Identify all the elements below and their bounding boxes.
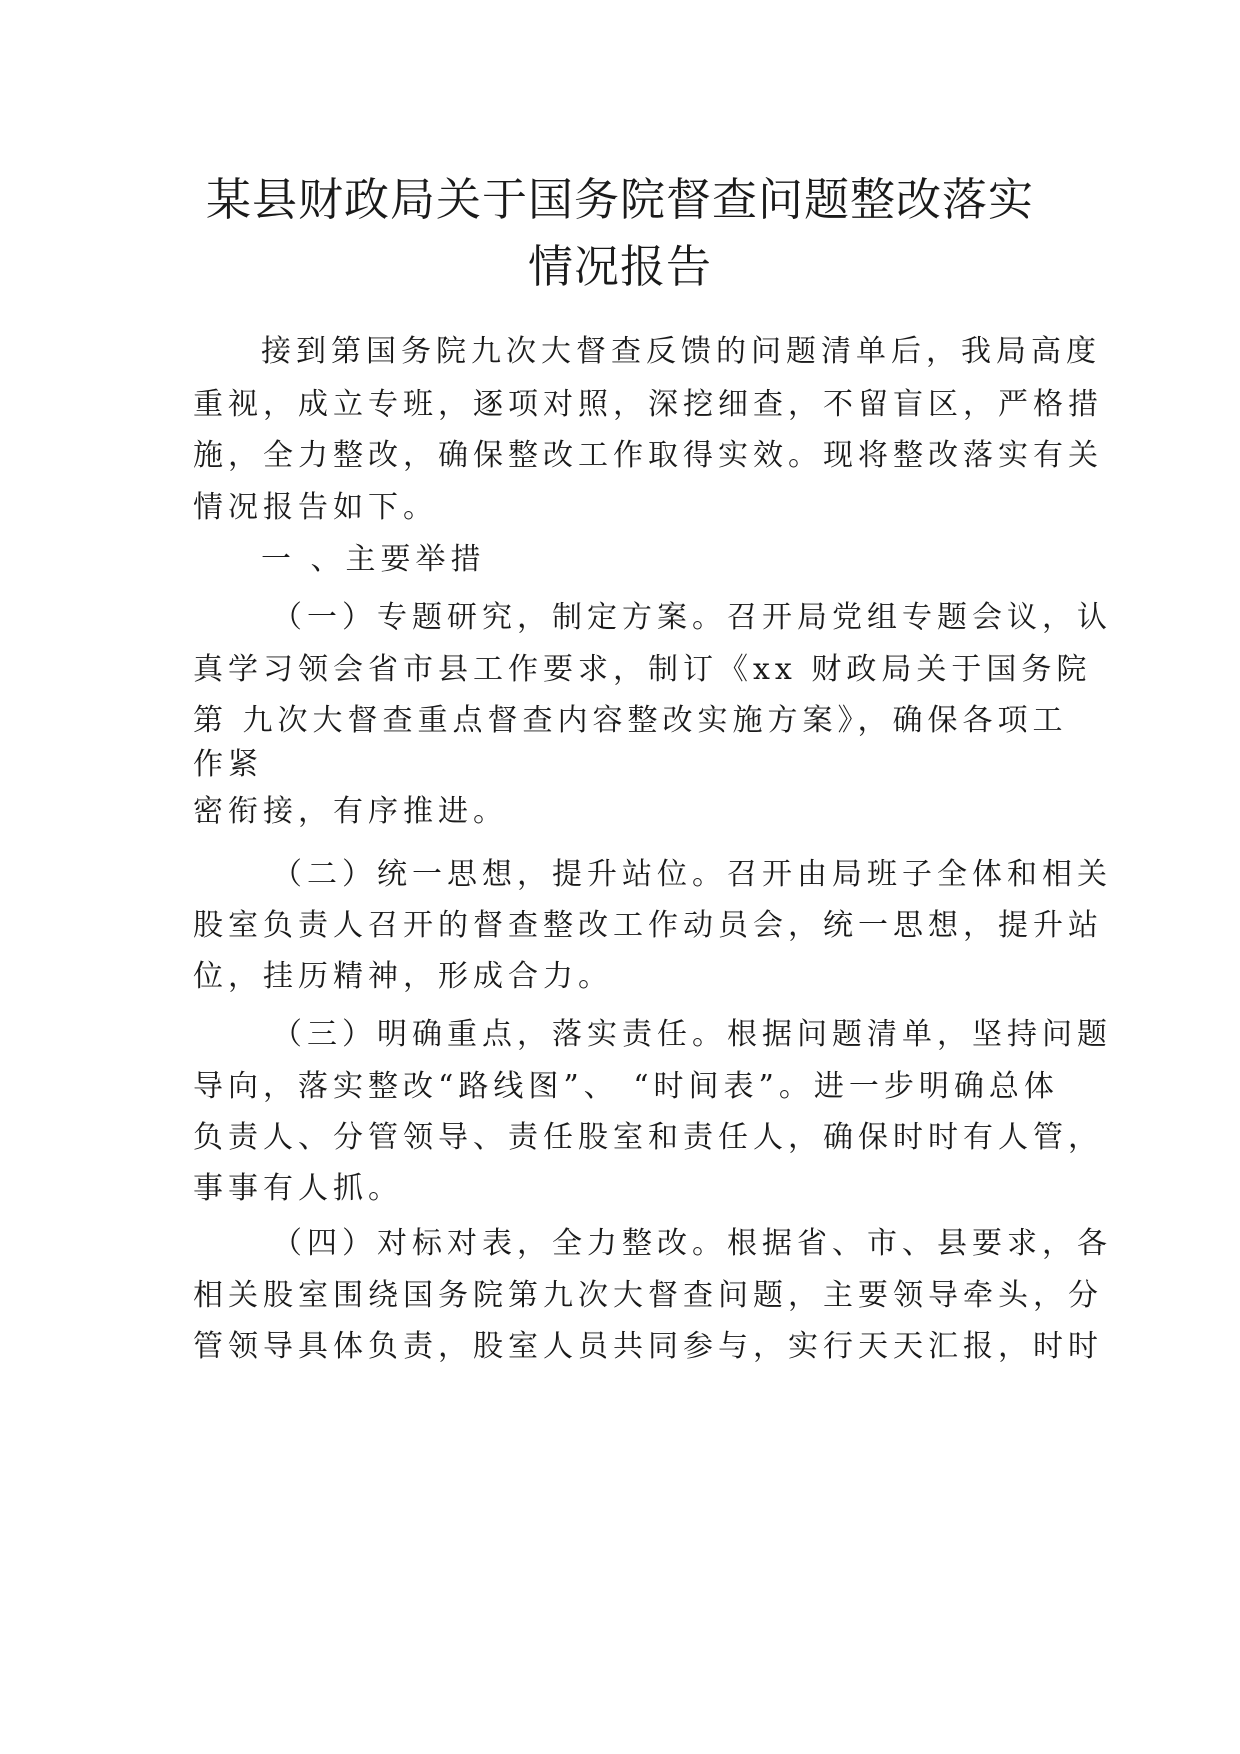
item2-line-2: 股室负责人召开的督查整改工作动员会，统一思想，提升站 (193, 908, 1103, 943)
item1-line-1: （一）专题研究，制定方案。召开局党组专题会议，认 (272, 600, 1112, 635)
item1-line-5: 密衔接，有序推进。 (193, 794, 508, 829)
item2-line-1: （二）统一思想，提升站位。召开由局班子全体和相关 (272, 857, 1112, 892)
item3-line-1: （三）明确重点，落实责任。根据问题清单，坚持问题 (272, 1017, 1112, 1052)
item2-line-3: 位，挂历精神，形成合力。 (193, 959, 613, 994)
item1-line-2: 真学习领会省市县工作要求，制订《xx 财政局关于国务院 (193, 652, 1092, 687)
item4-line-3: 管领导具体负责，股室人员共同参与，实行天天汇报，时时 (193, 1329, 1103, 1364)
section-heading: 一 、主要举措 (261, 542, 486, 577)
item3-line-4: 事事有人抓。 (193, 1171, 403, 1206)
item4-line-2: 相关股室围绕国务院第九次大督查问题，主要领导牵头，分 (193, 1278, 1103, 1313)
intro-line-3: 施，全力整改，确保整改工作取得实效。现将整改落实有关 (193, 438, 1103, 473)
intro-line-2: 重视，成立专班，逐项对照，深挖细查，不留盲区，严格措 (193, 387, 1103, 422)
item1-line-4: 作紧 (193, 747, 263, 782)
document-title-line-1: 某县财政局关于国务院督查问题整改落实 (205, 173, 1034, 226)
item4-line-1: （四）对标对表，全力整改。根据省、市、县要求，各 (272, 1226, 1112, 1261)
document-title-line-2: 情况报告 (527, 240, 712, 293)
item1-line-3: 第 九次大督查重点督查内容整改实施方案》，确保各项工 (193, 703, 1068, 738)
item3-line-2: 导向，落实整改“路线图”、 “时间表”。进一步明确总体 (193, 1069, 1059, 1104)
item3-line-3: 负责人、分管领导、责任股室和责任人，确保时时有人管， (193, 1120, 1103, 1155)
intro-line-4: 情况报告如下。 (193, 490, 438, 525)
intro-line-1: 接到第国务院九次大督查反馈的问题清单后，我局高度 (261, 334, 1101, 369)
